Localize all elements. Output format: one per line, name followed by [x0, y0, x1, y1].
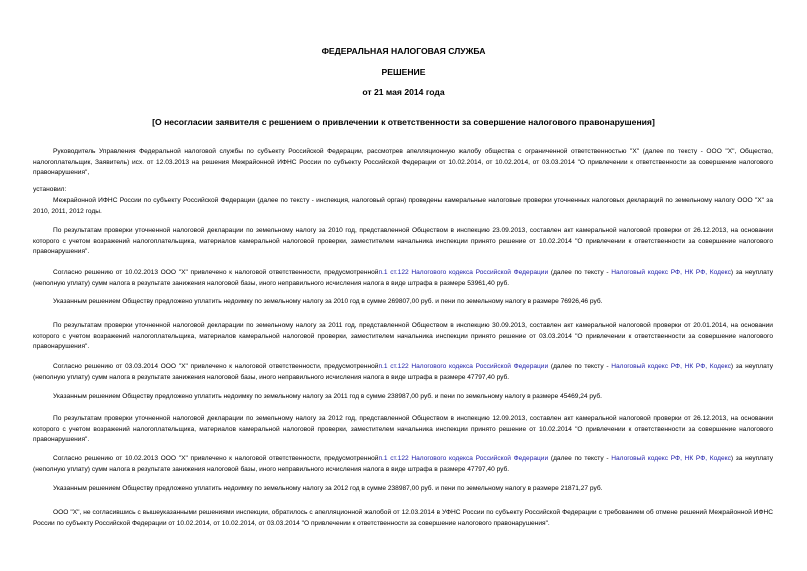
paragraph-2012-arrears: Указанным решением Обществу предложено уплатить недоимку по земельному налогу за 2012 год в сумме 238987,00 руб. и пени по земельному налогу в размере 21871,27 руб.	[53, 485, 603, 492]
tax-code-link[interactable]: Налоговый кодекс РФ, НК РФ, Кодекс	[611, 455, 731, 462]
paragraph-2012-audit: По результатам проверки уточненной налоговой декларации по земельному налогу за 2012 год, представленной Обществом в инспекцию 12.09.2013, составлен акт камеральной налоговой проверки от 26.12.2013, на основании которого с учетом возражений налогоплательщика, материалов камеральной налоговой проверки, заместителем начальника инспекции принято решение от 10.02.2014 "О привлечении к ответственности за совершение налогового правонарушения".	[33, 415, 773, 443]
paragraph-2011-arrears: Указанным решением Обществу предложено уплатить недоимку по земельному налогу за 2011 год в сумме 238987,00 руб. и пени по земельному налогу в размере 45469,24 руб.	[53, 393, 602, 400]
established-label: установил:	[33, 186, 67, 193]
agency-title: ФЕДЕРАЛЬНАЯ НАЛОГОВАЯ СЛУЖБА	[321, 46, 486, 56]
tax-code-article-link[interactable]: п.1 ст.122 Налогового кодекса Российской Федерации	[378, 269, 549, 276]
paragraph-intro: Руководитель Управления Федеральной налоговой службы по субъекту Российской Федерации, рассмотрев апелляционную жалобу общества с ограниченной ответственностью "Х" (далее по тексту - ООО "Х", Общество, налогоплательщик, Заявитель) исх. от 12.03.2013 на решения Межрайонной ИФНС России по субъекту Российской Федерации от 10.02.2014, от 10.02.2014, от 03.03.2014 "О привлечении к ответственности за совершение налогового правонарушения",	[33, 148, 773, 176]
paragraph-appeal: ООО "Х", не согласившись с вышеуказанными решениями инспекции, обратилось с апелляционной жалобой от 12.03.2014 в УФНС России по субъекту Российской Федерации с требованием об отмене решений Межрайонной ИФНС России по субъекту Российской Федерации от 10.02.2014, от 10.02.2014, от 03.03.2014 "О привлечении к ответственности за совершение налогового правонарушения".	[33, 509, 773, 527]
paragraph-audits: Межрайонной ИФНС России по субъекту Российской Федерации (далее по тексту - инспекция, налоговый орган) проведены камеральные налоговые проверки уточненных налоговых деклараций по земельному налогу ООО "Х" за 2010, 2011, 2012 годы.	[33, 197, 773, 215]
paragraph-2010-audit: По результатам проверки уточненной налоговой декларации по земельному налогу за 2010 год, представленной Обществом в инспекцию 23.09.2013, составлен акт камеральной налоговой проверки от 26.12.2013, на основании которого с учетом возражений налогоплательщика, материалов камеральной налоговой проверки, заместителем начальника инспекции принято решение от 10.02.2014 "О привлечении к ответственности за совершение налогового правонарушения".	[33, 227, 773, 255]
document-subject: [О несогласии заявителя с решением о привлечении к ответственности за совершение налогового правонарушения]	[152, 117, 655, 127]
tax-code-link[interactable]: Налоговый кодекс РФ, НК РФ, Кодекс	[611, 269, 731, 276]
paragraph-2011-penalty: Согласно решению от 03.03.2014 ООО "Х" привлечено к налоговой ответственности, предусмотреннойп.1 ст.122 Налогового кодекса Российской Федерации (далее по тексту - Налоговый кодекс РФ, НК РФ, Кодекс) за неуплату (неполную уплату) сумм налога в результате занижения налоговой базы, иного неправильного исчисления налога в виде штрафа в размере 47797,40 руб.	[33, 363, 774, 381]
tax-code-link[interactable]: Налоговый кодекс РФ, НК РФ, Кодекс	[611, 363, 731, 370]
tax-code-article-link[interactable]: п.1 ст.122 Налогового кодекса Российской Федерации	[378, 363, 549, 370]
tax-code-article-link[interactable]: п.1 ст.122 Налогового кодекса Российской Федерации	[378, 455, 549, 462]
paragraph-2012-penalty: Согласно решению от 10.02.2013 ООО "Х" привлечено к налоговой ответственности, предусмотреннойп.1 ст.122 Налогового кодекса Российской Федерации (далее по тексту - Налоговый кодекс РФ, НК РФ, Кодекс) за неуплату (неполную уплату) сумм налога в результате занижения налоговой базы, иного неправильного исчисления налога в виде штрафа в размере 47797,40 руб.	[33, 455, 774, 473]
paragraph-2010-arrears: Указанным решением Обществу предложено уплатить недоимку по земельному налогу за 2010 год в сумме 269807,00 руб. и пени по земельному налогу в размере 76926,46 руб.	[53, 298, 603, 305]
document-date: от 21 мая 2014 года	[362, 87, 445, 97]
paragraph-2011-audit: По результатам проверки уточненной налоговой декларации по земельному налогу за 2011 год, представленной Обществом в инспекцию 30.09.2013, составлен акт камеральной налоговой проверки от 20.01.2014, на основании которого с учетом возражений налогоплательщика, материалов камеральной налоговой проверки, заместителем начальника инспекции принято решение от 03.03.2014 "О привлечении к ответственности за совершение налогового правонарушения".	[33, 322, 773, 350]
document-type: РЕШЕНИЕ	[381, 67, 426, 77]
paragraph-2010-penalty: Согласно решению от 10.02.2013 ООО "Х" привлечено к налоговой ответственности, предусмотреннойп.1 ст.122 Налогового кодекса Российской Федерации (далее по тексту - Налоговый кодекс РФ, НК РФ, Кодекс) за неуплату (неполную уплату) сумм налога в результате занижения налоговой базы, иного неправильного исчисления налога в виде штрафа в размере 53961,40 руб.	[33, 269, 774, 287]
